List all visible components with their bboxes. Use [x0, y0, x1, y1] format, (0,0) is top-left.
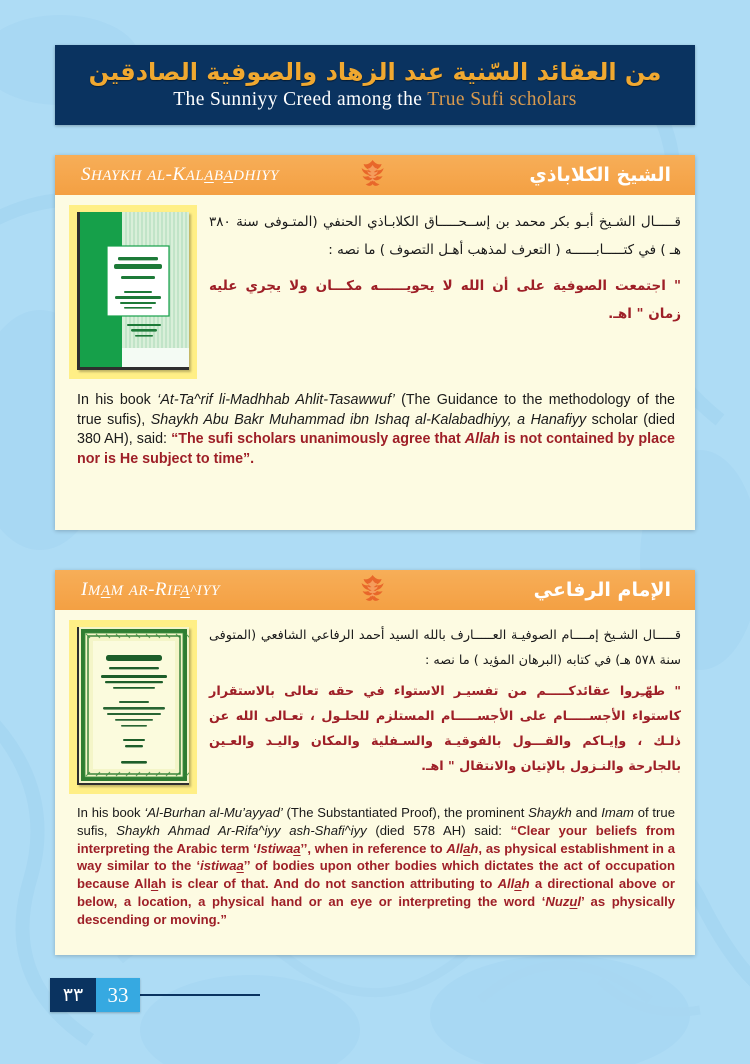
folio [50, 978, 140, 1012]
arabic-zone-rifaiyy [55, 610, 695, 802]
title-arabic: من العقائد السّنية عند الزهاد والصوفية الصادقين [88, 57, 662, 86]
en-part1-k: In his book [77, 392, 158, 408]
en-quote-b-r: ’’, when in reference to [300, 840, 447, 856]
arabic-quote-kalabadhiyy: " اجتمعت الصوفية على أن الله لا يحويــــــه مكـــان ولا يجري عليه زمان " اهـ. [209, 278, 681, 323]
arabic-quote-rifaiyy: " طهّـِروا عقائدكـــــم من تفسيـر الاستواء في حقه تعالى بالاستقرار كاستواء الأجســـــام على الأجســـــام المستلزم للحلـول ، تعـالى الله عن ذلـك ، وإيـاكم والقـــول بالفوقيـة والسـفلية والمكان واليـد والعـين بالجارحة والنـزول بالإتيان والانتقال " اهـ. [209, 683, 681, 774]
en-quote-end-k: is not contained by place nor is He subject to time”. [77, 431, 675, 468]
en-part3-k: scholar (died 380 AH), said: [77, 411, 676, 448]
section-card-kalabadhiyy [55, 155, 695, 530]
book-cover-frame-rifaiyy [69, 620, 197, 794]
arabic-intro-kalabadhiyy: قـــــال الشـيخ أبـو بكر محمد بن إســحـــــاق الكلابـاذي الحنفي (المتـوفى سنة ٣٨٠ هـ ) في كتـــــابــــــه ( التعرف لمذهب أهـل التصوف ) ما نصه : [209, 214, 681, 258]
en-quote-c-r: , as physical establishment in a way similar to the ‘ [77, 840, 675, 874]
en-istiwa-1-r: Istiwaa [256, 840, 301, 856]
book-cover-image-rifaiyy [77, 627, 189, 785]
section-header-arabic-kalabadhiyy: الشيخ الكلاباذي [529, 164, 671, 186]
en-istiwa-2-r: istiwaa [200, 858, 244, 874]
title-english [173, 89, 577, 111]
en-quote-a-r: “Clear your beliefs from interpreting the Arabic term ‘ [77, 822, 675, 856]
en-nuzul-r: Nuzul [545, 893, 582, 909]
en-author-r: Shaykh Ahmad Ar-Rifa^iyy ash-Shafi^iyy [116, 822, 367, 838]
title-english-accent: True Sufi scholars [427, 89, 577, 111]
en-quote-f-r: a directional above or below, a location, a physical hand or an eye or interpreting the word ‘ [77, 876, 675, 909]
section-header-kalabadhiyy [55, 155, 695, 195]
en-part4-r: of true sufis, [77, 805, 675, 838]
floral-ornament-icon [358, 574, 388, 606]
en-quote-e-r: is clear of that. And do not sanction attributing to [166, 876, 498, 892]
en-part2-k: (The Guidance to the methodology of the true sufis), [77, 392, 676, 428]
arabic-text-rifaiyy [209, 620, 681, 780]
english-translation-rifaiyy [55, 802, 695, 941]
section-header-english-rifaiyy: IMAM AR-RIFA^IYY [81, 579, 220, 600]
book-cover-image-kalabadhiyy [77, 212, 189, 370]
en-title-shaykh-r: Shaykh [528, 805, 572, 820]
en-quote-g-r: ’ as physically descending or moving.” [77, 893, 676, 927]
en-allah-1-r: Allah [446, 840, 479, 856]
section-header-rifaiyy [55, 570, 695, 610]
title-english-lead: The Sunniyy Creed among the [173, 89, 428, 111]
folio-arabic-number: ٣٣ [50, 978, 96, 1012]
en-title-imam-r: Imam [601, 805, 634, 820]
section-header-english-kalabadhiyy: SHAYKH AL-KALABADHIYY [81, 164, 280, 185]
en-part1-r: In his book [77, 805, 145, 820]
floral-ornament-icon [358, 159, 388, 191]
folio-latin-number: 33 [96, 978, 140, 1012]
en-author-k: Shaykh Abu Bakr Muhammad ibn Ishaq al-Kalabadhiyy, a Hanafiyy [150, 411, 587, 428]
section-header-arabic-rifaiyy: الإمام الرفاعي [533, 579, 671, 601]
english-translation-kalabadhiyy [55, 387, 695, 482]
en-booktitle-r: ‘Al-Burhan al-Mu’ayyad’ [144, 805, 283, 820]
en-allah-2-r: Allah [134, 876, 167, 892]
en-quote-d-r: ’’ of bodies upon other bodies which dictates the act of occupation because [77, 858, 675, 892]
arabic-text-kalabadhiyy [209, 205, 681, 329]
en-part5-r: (died 578 AH) said: [366, 822, 511, 838]
arabic-zone-kalabadhiyy [55, 195, 695, 387]
en-part2-r: (The Substantiated Proof), the prominent [282, 805, 529, 820]
en-part3-r: and [571, 805, 602, 820]
book-cover-frame-kalabadhiyy [69, 205, 197, 379]
en-allah-3-r: Allah [497, 876, 530, 892]
arabic-intro-rifaiyy: قـــــال الشـيخ إمــــام الصوفيـة العـــــارف بالله السيد أحمد الرفاعي الشافعي (المتوفى سنة ٥٧٨ هـ) في كتابه (البرهان المؤيد ) ما نصه : [209, 628, 681, 668]
en-quote-allah-k: Allah [464, 431, 500, 448]
en-quote-k: “The sufi scholars unanimously agree that [171, 431, 465, 448]
section-card-rifaiyy [55, 570, 695, 955]
title-banner [55, 45, 695, 125]
en-booktitle-k: ‘At-Ta^rif li-Madhhab Ahlit-Tasawwuf’ [157, 392, 395, 408]
folio-rule [140, 994, 260, 996]
